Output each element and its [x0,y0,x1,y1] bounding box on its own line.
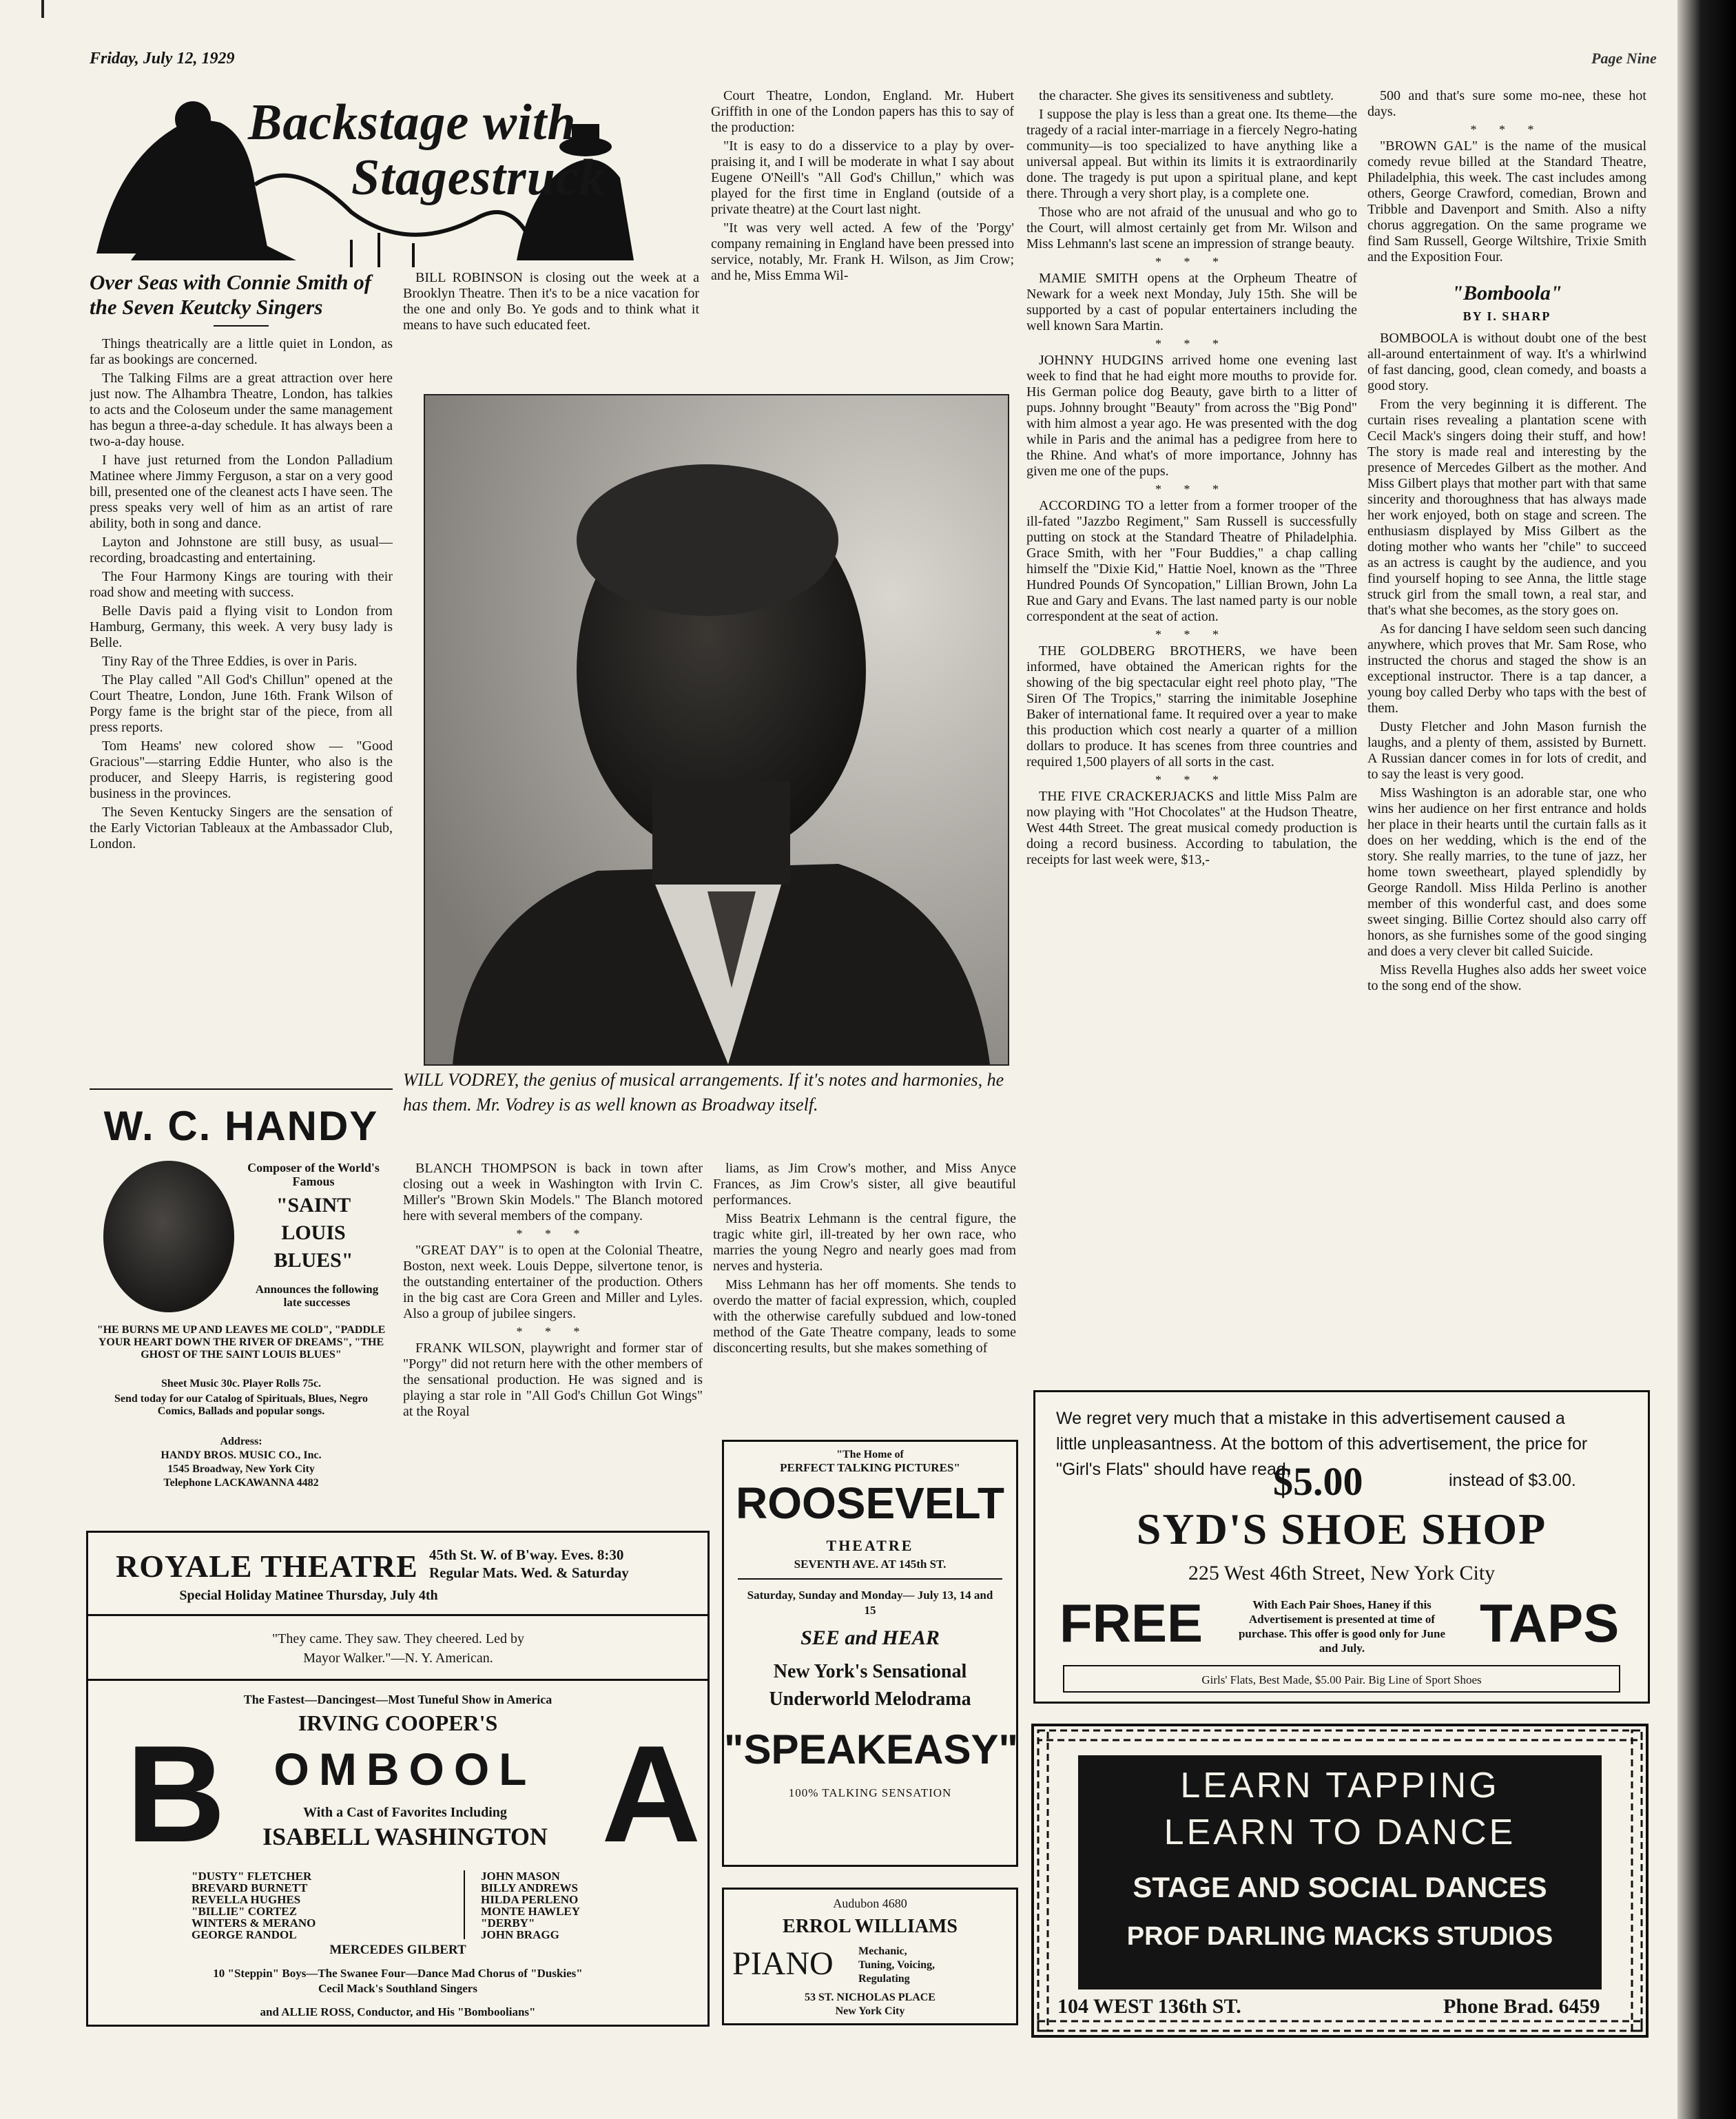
column-rule [90,1088,393,1090]
separator-stars: * * * [1155,255,1228,269]
paragraph: Things theatrically are a little quiet in London, as far as bookings are concerned. [90,336,393,367]
syds-address: 225 West 46th Street, New York City [1188,1562,1496,1584]
paragraph: Miss Beatrix Lehmann is the central figure, the tragic white girl, ill-treated by her own race, who marries the young Negro and nearly goes mad from nerves and hysteria. [713,1211,1016,1274]
column-bill-robinson [403,270,699,373]
cast-member: REVELLA HUGHES [192,1893,301,1906]
roosevelt-theatre-ad [722,1440,1018,1867]
paragraph: JOHNNY HUDGINS arrived home one evening last week to find that he had eight more mouths to provide for. His German police dog Beauty, gave birth to a litter of pups. Johnny brought "Beauty" from across the "Big Pond" with him almost a year ago. He was presented with the dog while in Paris and the animal has a pedigree from here to the Rhine. And what's of more importance, Johnny has given me one of the pups. [1026,353,1357,479]
paragraph: Layton and Johnstone are still busy, as usual—recording, broadcasting and entertaining. [90,535,393,566]
column-lehmann [713,1161,1016,1436]
handy-company: HANDY BROS. MUSIC CO., Inc. [161,1449,322,1461]
paragraph: Miss Revella Hughes also adds her sweet voice to the song end of the show. [1367,962,1646,993]
page-number: Page Nine [1591,50,1657,67]
divider [214,325,269,327]
paragraph: Those who are not afraid of the unusual and who go to the Court, will almost certainly get from Mr. Wilson and Miss Lehmann's last scene an impression of strange beauty. [1026,205,1357,251]
darling-line3: STAGE AND SOCIAL DANCES [1133,1871,1547,1903]
handy-announces: Announces the following late successes [255,1283,379,1309]
paragraph: As for dancing I have seldom seen such dancing anywhere, which proves that Mr. Sam Rose, who instructed the chorus and staged the show is an exceptional instructor. There is a tap dancer, a young boy called Derby who taps with the best of them. [1367,621,1646,716]
darling-line4: PROF DARLING MACKS STUDIOS [1126,1922,1553,1951]
paragraph: Belle Davis paid a flying visit to London from Hamburg, Germany, this week. A very busy lady is Belle. [90,603,393,650]
paragraph: BLANCH THOMPSON is back in town after closing out a week in Washington with Irvin C. Miller's "Brown Skin Models." The Blanch motored here with several members of the company. [403,1161,703,1223]
errol-williams-ad [722,1888,1018,2025]
royale-with: With a Cast of Favorites Including [303,1805,507,1820]
handy-name: W. C. HANDY [103,1103,379,1149]
roosevelt-see: SEE and HEAR [800,1626,940,1649]
syds-footer: Girls' Flats, Best Made, $5.00 Pair. Big Line of Sport Shoes [1063,1665,1620,1693]
cast-member: MONTE HAWLEY [481,1905,581,1918]
roosevelt-name: ROOSEVELT [736,1478,1004,1528]
paragraph: "It was very well acted. A few of the 'Porgy' company remaining in England have been pressed into service, notably, Mr. Frank H. Wilson, as Jim Crow; and he, Miss Emma Wil- [711,220,1014,283]
royale-theatre-ad [86,1531,710,2027]
paragraph: "It is easy to do a disservice to a play by over-praising it, and I will be moderate in what I say about Eugene O'Neill's "All God's Chillun," which was played for the first time in England (outside of a private theatre) at the Court last night. [711,138,1014,217]
royale-steppin: 10 "Steppin" Boys—The Swanee Four—Dance Mad Chorus of "Duskies" [213,1967,583,1980]
column-mamie-smith-etc [1026,88,1357,1369]
paragraph: 500 and that's sure some mo-nee, these hot days. [1367,88,1646,119]
errol-name: ERROL WILLIAMS [783,1916,958,1937]
paragraph: Tiny Ray of the Three Eddies, is over in Paris. [102,654,358,669]
paragraph: The Four Harmony Kings are touring with their road show and meeting with success. [90,569,393,600]
review-title: "Bomboola" [1451,282,1562,304]
paragraph: BILL ROBINSON is closing out the week at a Brooklyn Theatre. Then it's to be a nice vacation for the one and only Bo. Ye gods and to think what it means to have such educated feet. [403,270,699,333]
column-bomboola-review [1367,88,1646,1369]
column-blanch-thompson [403,1161,703,1519]
headline-connie-smith: Over Seas with Connie Smith of the Seven Keutcky Singers [90,270,372,319]
royale-tagline: The Fastest—Dancingest—Most Tuneful Show in America [243,1693,552,1706]
separator-stars: * * * [516,1325,590,1338]
column-connie-smith [90,270,393,1076]
paragraph: THE FIVE CRACKERJACKS and little Miss Palm are now playing with "Hot Chocolates" at the Hudson Theatre, West 44th Street. The great musical comedy production is doing a record business. According to tabulation, the receipts for last week were, $13,- [1026,789,1357,867]
show-title-a: A [601,1717,701,1871]
royale-mercedes: MERCEDES GILBERT [329,1943,466,1957]
separator-stars: * * * [1470,123,1544,136]
top-margin-mark [41,0,44,18]
darling-line2: LEARN TO DANCE [1164,1812,1516,1852]
roosevelt-perfect: PERFECT TALKING PICTURES" [780,1461,960,1474]
syds-name: SYD'S SHOE SHOP [1136,1505,1547,1553]
cast-member: JOHN MASON [481,1870,560,1883]
royale-producer: IRVING COOPER'S [298,1710,498,1735]
errol-address: 53 ST. NICHOLAS PLACE [805,1992,936,2003]
handy-ad [86,1102,396,1495]
errol-service: Tuning, Voicing, [858,1959,936,1971]
syds-regret: We regret very much that a mistake in this advertisement caused a little unpleasantness. At the bottom of this advertisement, the price for "Girl's Flats" should have read, [1056,1409,1588,1479]
show-title-mid: OMBOOL [273,1744,537,1795]
paragraph: I have just returned from the London Palladium Matinee where Jimmy Ferguson, a star on a very good bill, presented one of the cleanest acts I have seen. The press speaks very well of him as an artist of rare ability, both in song and dance. [90,453,393,531]
portrait-image [425,395,1008,1064]
handy-street: 1545 Broadway, New York City [167,1463,315,1475]
divider [88,1614,707,1616]
paragraph: I suppose the play is less than a great one. Its theme—the tragedy of a racial inter-marriage in a fiercely Negro-hating community—is too specialized to have anything like a universal appeal. But within its limits it is extraordinarily done. The tragedy is put upon a spiritual plane, and kept there. Through a very short play, is a complete one. [1026,107,1357,201]
royale-quote: "They came. They saw. They cheered. Led by Mayor Walker."—N. Y. American. [272,1631,524,1666]
paragraph: BOMBOOLA is without doubt one of the best all-around entertainment of way. It's a whirlwind of fast dancing, good, clean comedy, and boasts a good story. [1367,331,1646,393]
syds-taps: TAPS [1480,1593,1620,1653]
page-date: Friday, July 12, 1929 [90,50,235,68]
roosevelt-talking: 100% TALKING SENSATION [788,1786,952,1799]
column-court-theatre [711,88,1014,378]
paragraph: The Seven Kentucky Singers are the sensation of the Early Victorian Tableaux at the Ambassador Club, London. [90,805,393,851]
photo-caption: WILL VODREY, the genius of musical arrangements. If it's notes and harmonies, he has them. Mr. Vodrey is as well known as Broadway itself. [403,1070,1004,1115]
paragraph: "BROWN GAL" is the name of the musical comedy revue billed at the Standard Theatre, Philadelphia, this week. The cast includes among others, George Crawford, comedian, Brown and Tribble and Davenport and Smith. Also a nifty chorus aggregation. On the same programe we find Sam Russell, George Wiltshire, Trixie Smith and the Exposition Four. [1367,138,1646,265]
errol-piano: PIANO [732,1945,834,1982]
paragraph: Court Theatre, London, England. Mr. Hubert Griffith in one of the London papers has this to say of the production: [711,88,1014,135]
show-title-b: B [126,1717,226,1871]
paragraph: MAMIE SMITH opens at the Orpheum Theatre of Newark for a week next Monday, July 15th. She will be supported by a cast of popular entertainers including the well known Sara Martin. [1026,271,1357,333]
paragraph: THE GOLDBERG BROTHERS, we have been informed, have obtained the American rights for the showing of the big spectacular eight reel photo play, "The Siren Of The Tropics," starring the inimitable Josephine Baker of international fame. It required over a year to make this production which cost nearly a quarter of a million dollars to produce. It has scenes from three countries and required 1,500 players of all sorts in the cast. [1026,643,1357,769]
syds-offer: With Each Pair Shoes, Haney if this Advertisement is presented at time of purchase. This offer is good only for June and July. [1238,1598,1446,1655]
cast-member: HILDA PERLENO [481,1893,579,1906]
syds-free: FREE [1060,1593,1203,1653]
handy-prices: Sheet Music 30c. Player Rolls 75c. [161,1378,322,1389]
roosevelt-film: "SPEAKEASY" [724,1726,1019,1772]
darling-line1: LEARN TAPPING [1180,1766,1500,1806]
paragraph: "GREAT DAY" is to open at the Colonial Theatre, Boston, next week. Louis Deppe, silvertone tenor, is the outstanding entertainer of the production. Others in the big cast are Cora Green and Miller and Lyles. Also a group of jubilee singers. [403,1243,703,1321]
cast-left [192,1870,398,1941]
handy-phone: Telephone LACKAWANNA 4482 [163,1477,319,1489]
darling-phone: Phone Brad. 6459 [1443,1995,1600,2018]
royale-special: Special Holiday Matinee Thursday, July 4th [179,1588,438,1603]
roosevelt-theatre: THEATRE [826,1537,914,1554]
royale-cecil: Cecil Mack's Southland Singers [318,1982,477,1995]
cast-member: WINTERS & MERANO [192,1916,316,1930]
darling-macks-ad [1030,1722,1650,2039]
separator-stars: * * * [1155,482,1228,496]
handy-address-label: Address: [220,1436,262,1447]
syds-shoe-shop-ad [1033,1390,1650,1704]
masthead [90,81,641,267]
cast-member: "BILLIE" CORTEZ [192,1905,297,1918]
paragraph: Dusty Fletcher and John Mason furnish the laughs, and a plenty of them, assisted by Burnett. A Russian dancer comes in for lots of credit, and to say the least is very good. [1367,719,1646,782]
cast-member: BILLY ANDREWS [481,1881,578,1894]
cast-divider [464,1870,465,1939]
handy-portrait [103,1161,234,1312]
handy-song: "SAINT LOUIS BLUES" [273,1194,353,1272]
separator-stars: * * * [1155,337,1228,351]
errol-service: Mechanic, [858,1945,907,1957]
errol-city: New York City [835,2005,905,2017]
cast-member: JOHN BRAGG [481,1928,559,1941]
errol-service: Regulating [858,1973,910,1985]
roosevelt-home: "The Home of [836,1449,904,1460]
paragraph: From the very beginning it is different. The curtain rises revealing a plantation scene with Cecil Mack's singers doing their stuff, and how! The story is made real and interesting by the presence of Mercedes Gilbert as the mother. And Miss Gilbert plays that mother part with that same sincerity and thoroughness that has always made her work enjoyed, both on stage and screen. The enthusiasm displayed by Miss Gilbert as the doting mother who wants her "chile" to succeed as an actress is caught by the audience, and you find yourself hoping to see Anna, the little stage struck girl from the small town, a real star, and that's what she becomes, as the story goes on. [1367,397,1646,618]
errol-phone: Audubon 4680 [833,1896,907,1910]
royale-mats: Regular Mats. Wed. & Saturday [429,1564,629,1581]
syds-price: $5.00 [1273,1459,1363,1504]
roosevelt-sensational: New York's Sensational [773,1661,967,1682]
separator-stars: * * * [1155,628,1228,641]
separator-stars: * * * [1155,773,1228,787]
masthead-line1: Backstage with [248,94,577,151]
paragraph: Miss Washington is an adorable star, one who wins her audience on her first entrance and holds her place in their hearts until the curtain falls as it does on her wedding, which is the end of the story. She really marries, to the tune of jazz, her home town sweetheart, played splendidly by George Randoll. Miss Hilda Perlino is another member of this wonderful cast, and does some sweet singing. Billie Cortez should also carry off honors, as she furnishes some of the good singing and does a very clever bit called Suicide. [1367,785,1646,959]
paragraph: the character. She gives its sensitiveness and subtlety. [1039,88,1334,103]
photo-will-vodrey [424,394,1009,1066]
paragraph: The Play called "All God's Chillun" opened at the Court Theatre, London, June 16th. Frank Wilson of Porgy fame is the bright star of the piece, from all press reports. [90,672,393,735]
cast-member: GEORGE RANDOL [192,1928,297,1941]
roosevelt-dates: Saturday, Sunday and Monday— July 13, 14 and 15 [747,1589,993,1617]
errol-services [858,1945,935,1986]
royale-name: ROYALE THEATRE [116,1549,418,1584]
review-byline: BY I. SHARP [1463,309,1551,323]
handy-catalog: Send today for our Catalog of Spirituals, Blues, Negro Comics, Ballads and popular songs. [114,1393,369,1417]
paragraph: FRANK WILSON, playwright and former star of "Porgy" did not return here with the other members of the sensational production. He was signed and is playing a star role in "All God's Chillun Got Wings" at the Royal [403,1341,703,1419]
roosevelt-underworld: Underworld Melodrama [769,1688,971,1710]
darling-address: 104 WEST 136th ST. [1057,1995,1241,2018]
masthead-line2: Stagestruck [351,149,606,206]
cast-member: "DUSTY" FLETCHER [192,1870,312,1883]
divider [88,1679,707,1681]
paragraph: Miss Lehmann has her off moments. She tends to overdo the matter of facial expression, which, coupled with the otherwise carefully subdued and low-toned method of the Gate Theatre company, leads to some disconcerting results, but she makes something of [713,1277,1016,1356]
paragraph: The Talking Films are a great attraction over here just now. The Alhambra Theatre, London, has talkies to acts and the Coloseum under the same management has begun a three-a-day schedule. It has always been a two-a-day house. [90,371,393,449]
royale-location: 45th St. W. of B'way. Eves. 8:30 [429,1547,624,1563]
royale-allie: and ALLIE ROSS, Conductor, and His "Bomboolians" [260,2005,536,2018]
handy-composer: Composer of the World's Famous [247,1161,380,1188]
syds-instead: instead of $3.00. [1449,1471,1576,1490]
paragraph: ACCORDING TO a letter from a former trooper of the ill-fated "Jazzbo Regiment," Sam Russell is successfully putting on stock at the Standard Theatre of Philadelphia. Grace Smith, with her "Four Buddies," a chap calling himself the "Dixie Kid," Hattie Noel, known as the "Three Hundred Pounds Of Syncopation," Lillian Brown, John La Rue and Gary and Evans. The last named party is our noble correspondent at the seat of action. [1026,498,1357,624]
paragraph: liams, as Jim Crow's mother, and Miss Anyce Frances, as Jim Crow's sister, all give beautiful performances. [713,1161,1016,1208]
page-edge-shadow [1677,0,1736,2119]
cast-right [481,1870,688,1941]
divider [738,1578,1002,1580]
cast-member: BREVARD BURNETT [192,1881,308,1894]
cast-member: "DERBY" [481,1916,535,1930]
roosevelt-address: SEVENTH AVE. AT 145th ST. [794,1558,947,1571]
handy-successes: "HE BURNS ME UP AND LEAVES ME COLD", "PADDLE YOUR HEART DOWN THE RIVER OF DREAMS", "THE GHOST OF THE SAINT LOUIS BLUES" [96,1324,386,1361]
separator-stars: * * * [516,1227,590,1241]
royale-star: ISABELL WASHINGTON [262,1823,548,1850]
paragraph: Tom Heams' new colored show — "Good Gracious"—starring Eddie Hunter, who also is the producer, and Sleepy Harris, is registering good business in the provinces. [90,738,393,801]
